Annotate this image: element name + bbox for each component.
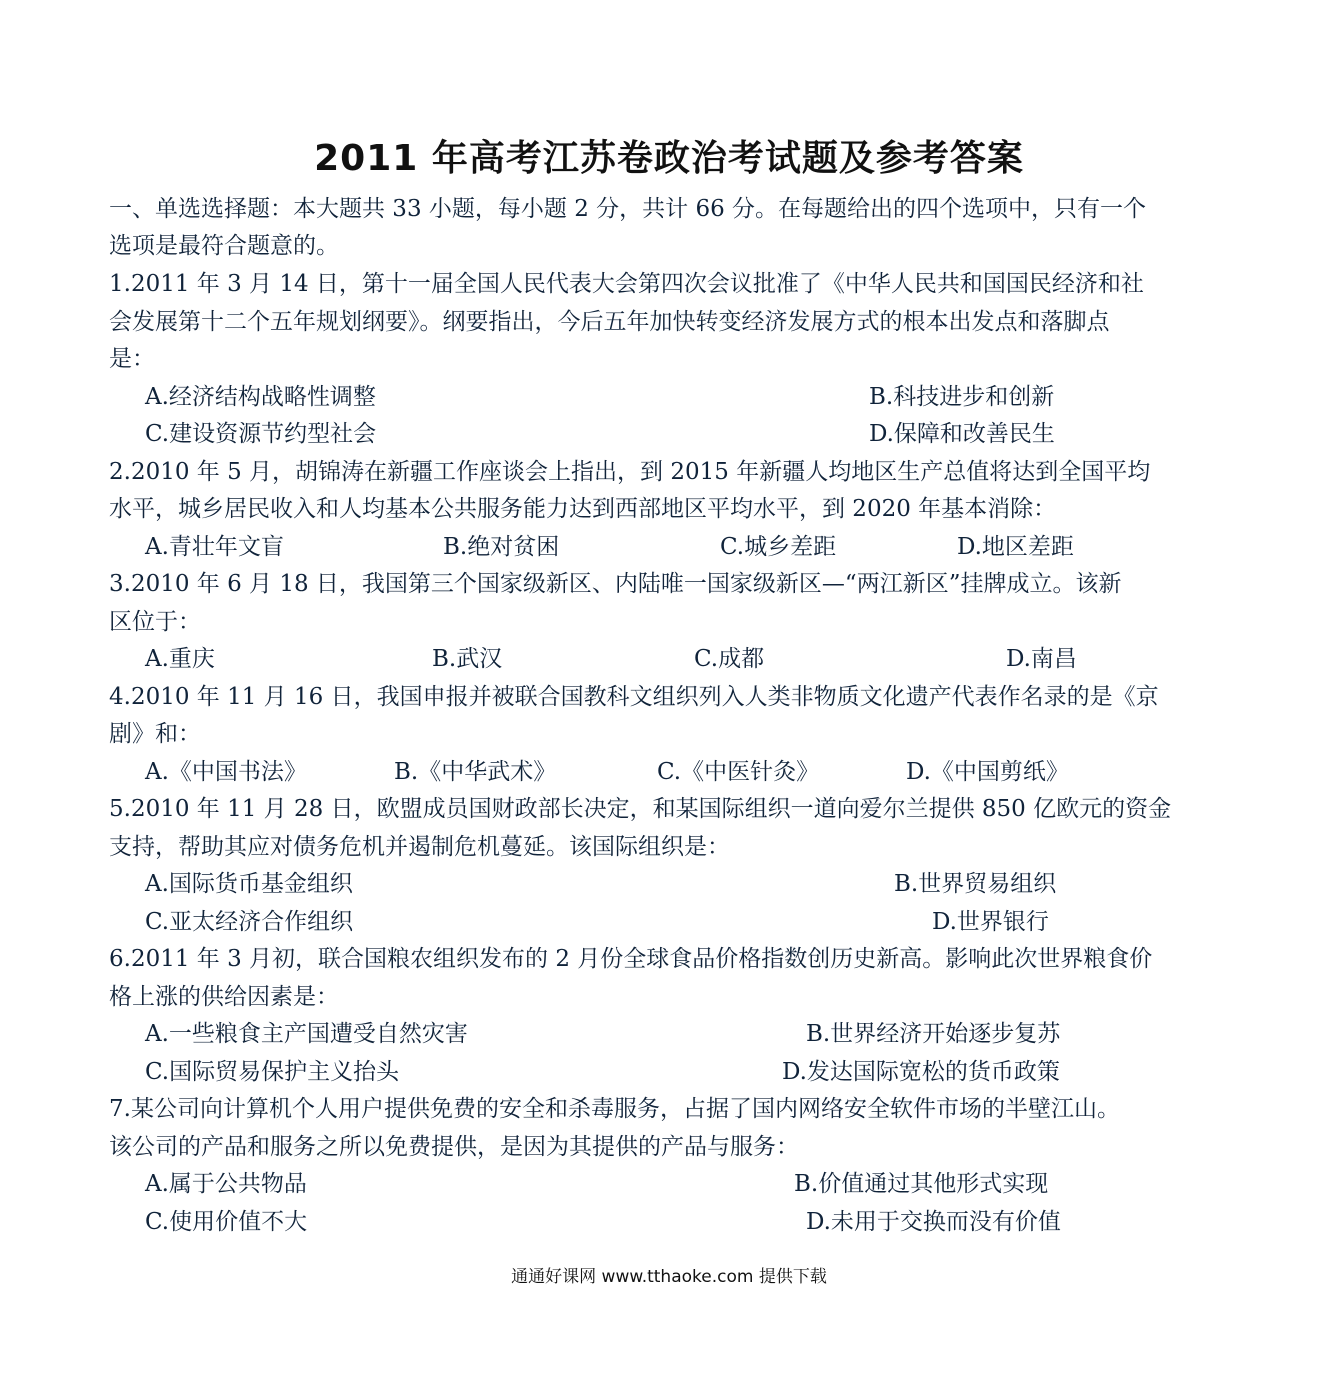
page-footer: 通通好课网 www.tthaoke.com 提供下载: [511, 1267, 827, 1287]
question-5-option-b: B.世界贸易组织: [894, 871, 1057, 897]
question-2-option-c: C.城乡差距: [720, 534, 837, 560]
question-1-line-2: 会发展第十二个五年规划纲要》。纲要指出，今后五年加快转变经济发展方式的根本出发点和落脚点: [109, 309, 1110, 335]
question-1-line-3: 是：: [109, 346, 155, 372]
question-1-option-d: D.保障和改善民生: [869, 421, 1055, 447]
question-5-option-a: A.国际货币基金组织: [145, 871, 353, 897]
question-7-option-c: C.使用价值不大: [145, 1209, 308, 1235]
question-3-option-d: D.南昌: [1006, 646, 1077, 672]
question-4-option-a: A.《中国书法》: [145, 759, 307, 785]
question-4-option-c: C.《中医针灸》: [657, 759, 820, 785]
question-7-line-1: 7.某公司向计算机个人用户提供免费的安全和杀毒服务，占据了国内网络安全软件市场的半壁江山。: [109, 1096, 1120, 1122]
question-3-option-a: A.重庆: [145, 646, 215, 672]
question-2-line-1: 2.2010 年 5 月，胡锦涛在新疆工作座谈会上指出，到 2015 年新疆人均地区生产总值将达到全国平均: [109, 459, 1151, 485]
question-3-line-2: 区位于：: [109, 609, 201, 635]
question-6-option-b: B.世界经济开始逐步复苏: [806, 1021, 1061, 1047]
question-2-option-b: B.绝对贫困: [443, 534, 560, 560]
question-2-option-d: D.地区差距: [957, 534, 1074, 560]
question-5-line-1: 5.2010 年 11 月 28 日，欧盟成员国财政部长决定，和某国际组织一道向爱尔兰提供 850 亿欧元的资金: [109, 796, 1172, 822]
question-5-option-d: D.世界银行: [932, 909, 1049, 935]
question-2-line-2: 水平，城乡居民收入和人均基本公共服务能力达到西部地区平均水平，到 2020 年基本消除：: [109, 496, 1057, 522]
question-6-option-d: D.发达国际宽松的货币政策: [782, 1059, 1060, 1085]
question-7-option-d: D.未用于交换而没有价值: [806, 1209, 1061, 1235]
question-4-line-1: 4.2010 年 11 月 16 日，我国申报并被联合国教科文组织列入人类非物质文化遗产代表作名录的是《京: [109, 684, 1159, 710]
question-1-option-c: C.建设资源节约型社会: [145, 421, 377, 447]
question-1-option-b: B.科技进步和创新: [869, 384, 1055, 410]
section-intro-line-1: 一、单选选择题：本大题共 33 小题，每小题 2 分，共计 66 分。在每题给出的四个选项中，只有一个: [109, 196, 1147, 222]
question-4-option-b: B.《中华武术》: [394, 759, 557, 785]
question-4-option-d: D.《中国剪纸》: [906, 759, 1069, 785]
question-4-line-2: 剧》和：: [109, 721, 201, 747]
question-1-option-a: A.经济结构战略性调整: [145, 384, 376, 410]
question-3-line-1: 3.2010 年 6 月 18 日，我国第三个国家级新区、内陆唯一国家级新区—“两江新区”挂牌成立。该新: [109, 571, 1122, 597]
question-5-option-c: C.亚太经济合作组织: [145, 909, 354, 935]
question-2-option-a: A.青壮年文盲: [145, 534, 284, 560]
question-3-option-c: C.成都: [694, 646, 765, 672]
question-5-line-2: 支持，帮助其应对债务危机并遏制危机蔓延。该国际组织是：: [109, 834, 730, 860]
question-6-line-2: 格上涨的供给因素是：: [109, 984, 339, 1010]
question-3-option-b: B.武汉: [432, 646, 503, 672]
section-intro-line-2: 选项是最符合题意的。: [109, 233, 339, 259]
question-7-option-a: A.属于公共物品: [145, 1171, 307, 1197]
page-title: 2011 年高考江苏卷政治考试题及参考答案: [314, 138, 1024, 179]
question-6-line-1: 6.2011 年 3 月初，联合国粮农组织发布的 2 月份全球食品价格指数创历史新高。影响此次世界粮食价: [109, 946, 1153, 972]
question-1-line-1: 1.2011 年 3 月 14 日，第十一届全国人民代表大会第四次会议批准了《中华人民共和国国民经济和社: [109, 271, 1144, 297]
question-7-option-b: B.价值通过其他形式实现: [794, 1171, 1049, 1197]
question-6-option-c: C.国际贸易保护主义抬头: [145, 1059, 400, 1085]
question-7-line-2: 该公司的产品和服务之所以免费提供，是因为其提供的产品与服务：: [109, 1134, 799, 1160]
question-6-option-a: A.一些粮食主产国遭受自然灾害: [145, 1021, 468, 1047]
